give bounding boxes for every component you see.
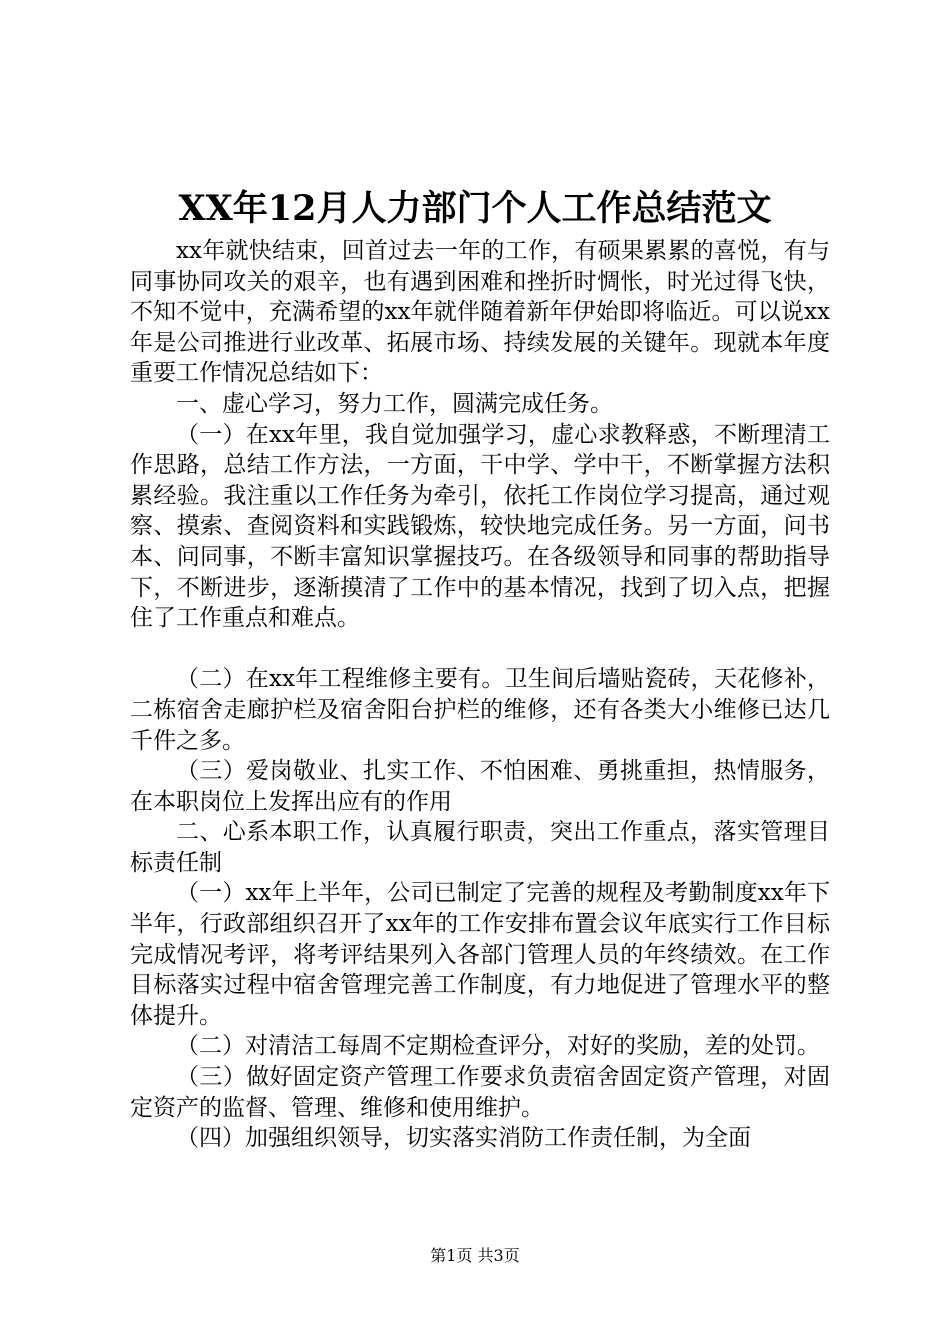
paragraph-section-2-item-2: （二）对清洁工每周不定期检查评分，对好的奖励，差的处罚。 xyxy=(176,1033,820,1060)
paragraph-section-2-item-1: （一）xx年上半年，公司已制定了完善的规程及考勤制度xx年下半年，行政部组织召开了xx年的工作安排布置会议年底实行工作目标完成情况考评，将考评结果列入各部门管理人员的年终绩效。在工作目标落实过程中宿舍管理完善工作制度，有力地促进了管理水平的整体提升。 xyxy=(130,880,830,1029)
paragraph-section-2-item-4: （四）加强组织领导，切实落实消防工作责任制，为全面 xyxy=(176,1125,751,1152)
paragraph-section-2-heading: 二、心系本职工作，认真履行职责，突出工作重点，落实管理目标责任制 xyxy=(130,819,830,876)
document-body xyxy=(130,236,830,1154)
paragraph-section-1-heading: 一、虚心学习，努力工作，圆满完成任务。 xyxy=(176,390,613,417)
blank-line xyxy=(130,634,830,665)
document-title: XX年12月人力部门个人工作总结范文 xyxy=(178,188,772,229)
paragraph-section-2-item-3: （三）做好固定资产管理工作要求负责宿舍固定资产管理，对固定资产的监督、管理、维修和使用维护。 xyxy=(130,1064,830,1121)
paragraph-section-1-item-1: （一）在xx年里，我自觉加强学习，虚心求教释惑，不断理清工作思路，总结工作方法，一方面，干中学、学中干，不断掌握方法积累经验。我注重以工作任务为牵引，依托工作岗位学习提高，通过观察、摸索、查阅资料和实践锻炼，较快地完成任务。另一方面，问书本、问同事，不断丰富知识掌握技巧。在各级领导和同事的帮助指导下，不断进步，逐渐摸清了工作中的基本情况，找到了切入点，把握住了工作重点和难点。 xyxy=(130,421,830,632)
paragraph-intro: xx年就快结束，回首过去一年的工作，有硕果累累的喜悦，有与同事协同攻关的艰辛，也有遇到困难和挫折时惆怅，时光过得飞快，不知不觉中，充满希望的xx年就伴随着新年伊始即将临近。可以说xx年是公司推进行业改革、拓展市场、持续发展的关键年。现就本年度重要工作情况总结如下： xyxy=(130,238,830,387)
paragraph-section-1-item-2: （二）在xx年工程维修主要有。卫生间后墙贴瓷砖，天花修补，二栋宿舍走廊护栏及宿舍阳台护栏的维修，还有各类大小维修已达几千件之多。 xyxy=(130,666,830,754)
paragraph-section-1-item-3: （三）爱岗敬业、扎实工作、不怕困难、勇挑重担，热情服务，在本职岗位上发挥出应有的作用 xyxy=(130,758,830,815)
page-footer: 第1页 共3页 xyxy=(430,1246,520,1265)
